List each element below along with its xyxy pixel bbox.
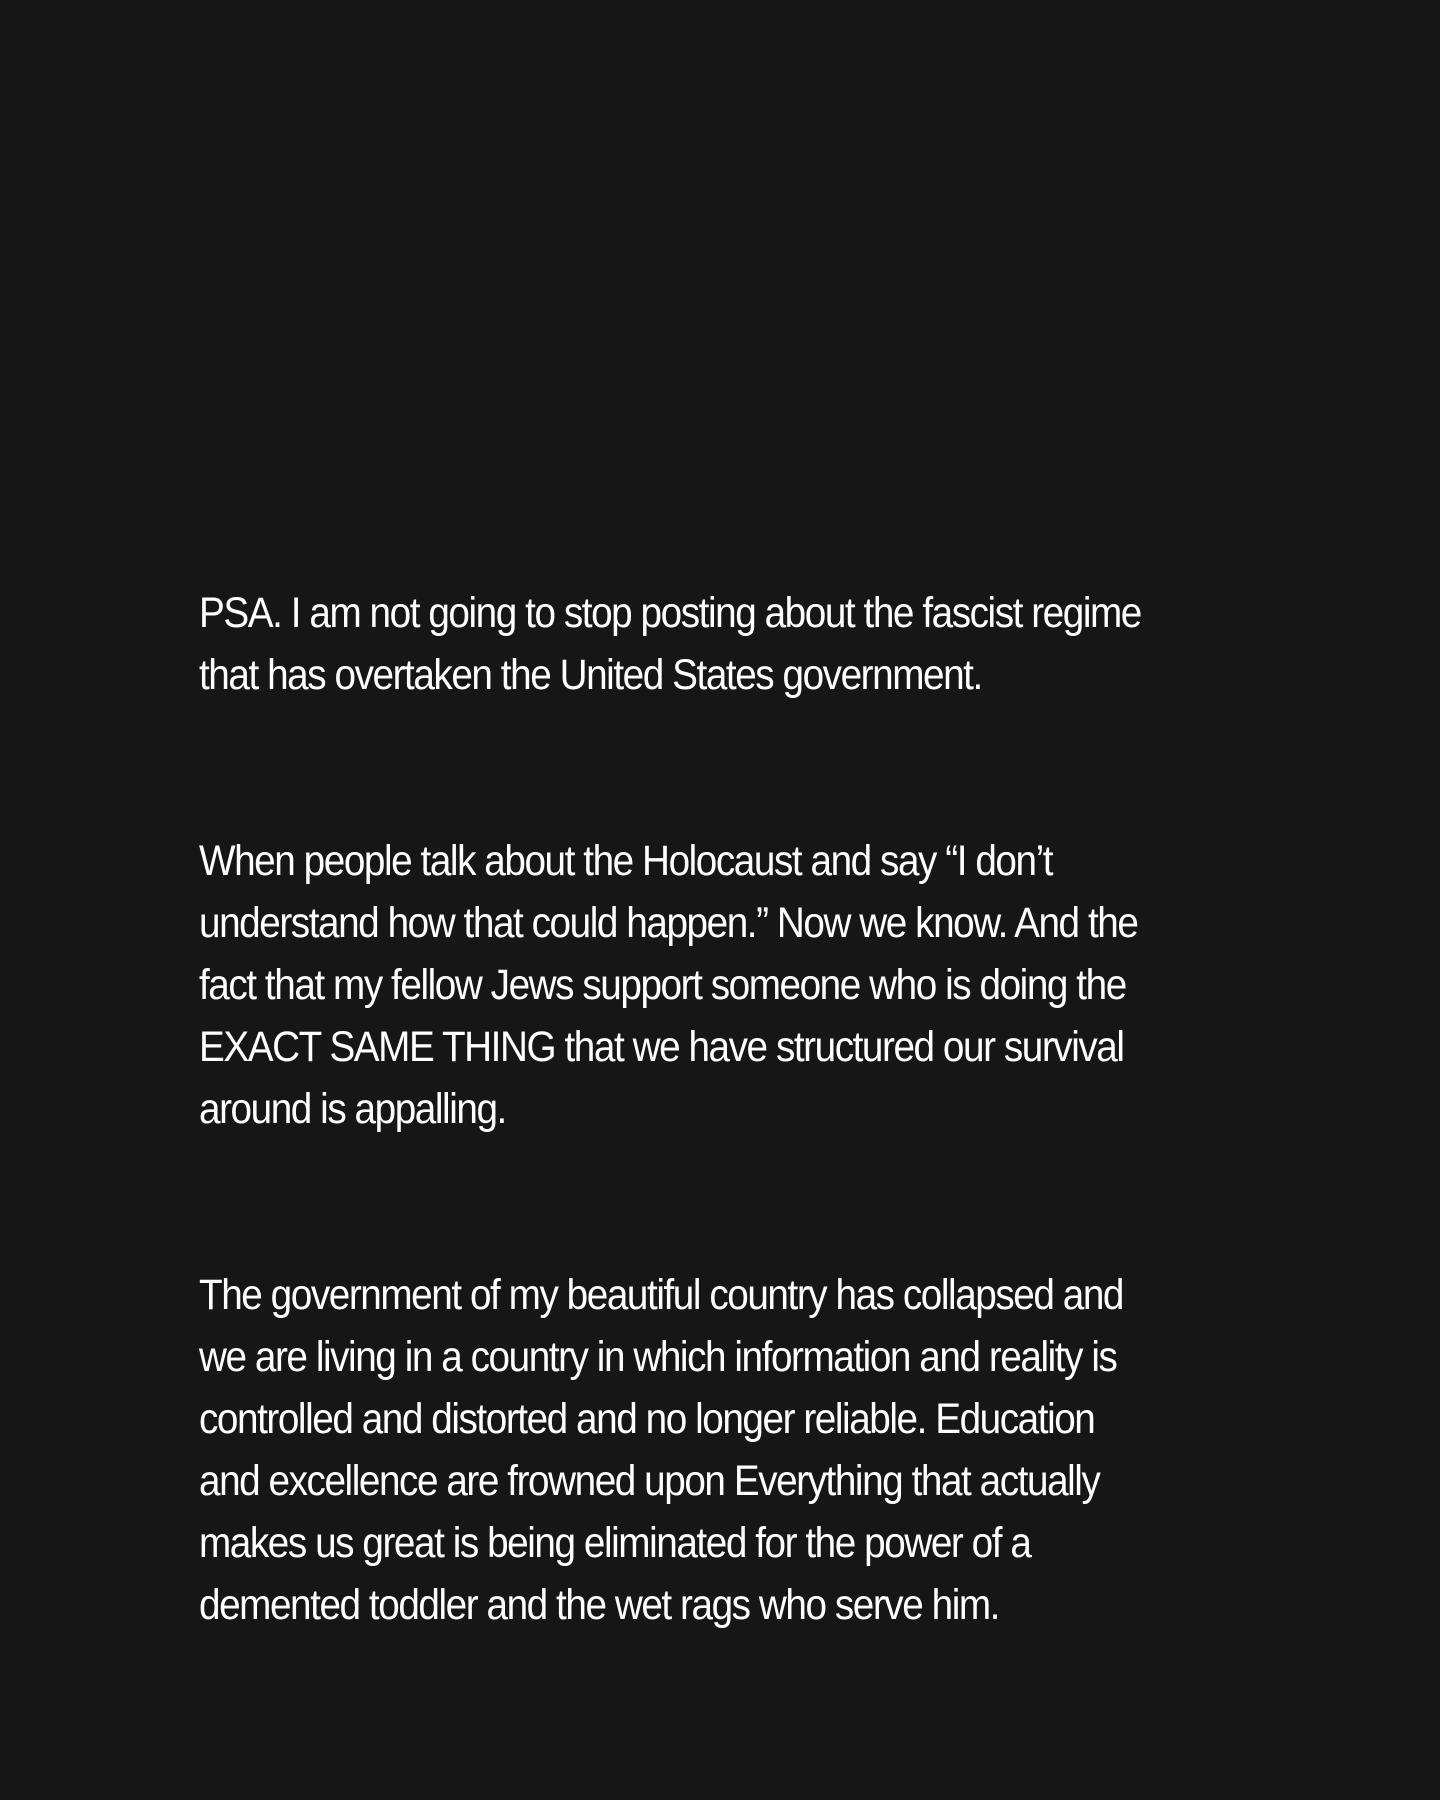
paragraph-holocaust: When people talk about the Holocaust and say “I don’t understand how that could happen.” Now we know. And the fact that my fellow Jews support someone who is doing the EXACT SAME THING that we have structured our survival around is appalling. — [199, 837, 1138, 1133]
post-text — [199, 520, 1171, 1698]
paragraph-psa: PSA. I am not going to stop posting about the fascist regime that has overtaken the United States government. — [199, 589, 1141, 699]
paragraph-government: The government of my beautiful country has collapsed and we are living in a country in which information and reality is controlled and distorted and no longer reliable. Education and excellence are frowned upon Everything that actually makes us great is being eliminated for the power of a demented toddler and the wet rags who serve him. — [199, 1271, 1124, 1629]
